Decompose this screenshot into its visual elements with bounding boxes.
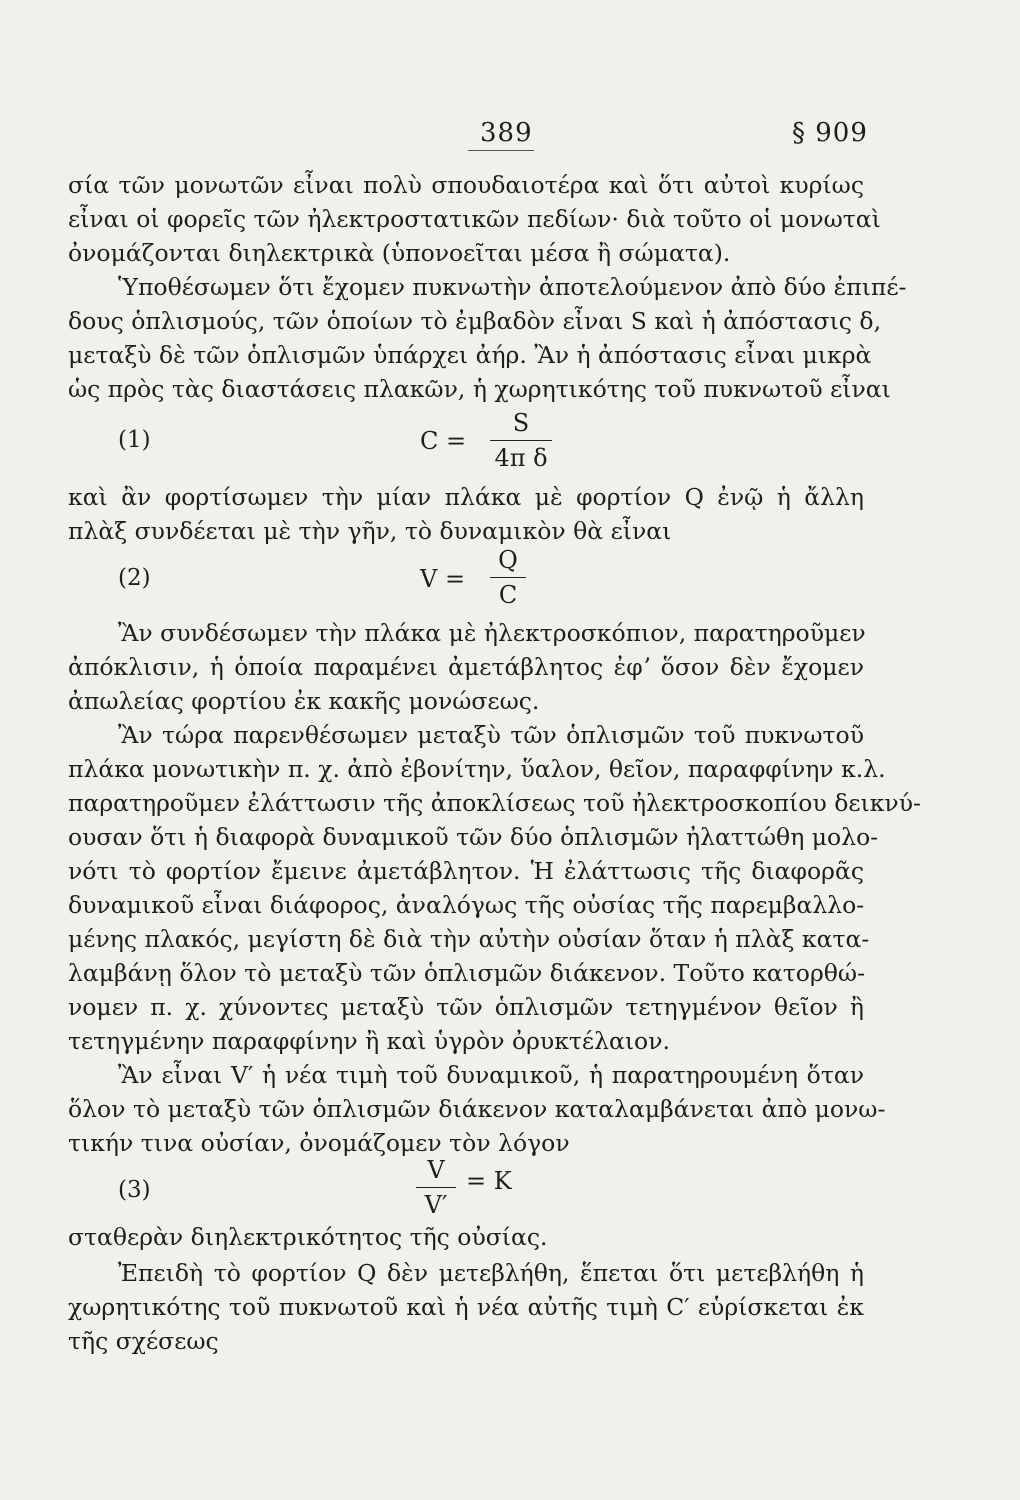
text-line: ουσαν ὅτι ἡ διαφορὰ δυναμικοῦ τῶν δύο ὁπλισμῶν ἠλαττώθη μολο-	[68, 823, 879, 851]
equation-number-3: (3)	[118, 1177, 151, 1203]
text-line: τετηγμένην παραφφίνην ἢ καὶ ὑγρὸν ὀρυκτέλαιον.	[68, 1027, 670, 1055]
text-line: σταθερὰν διηλεκτρικότητος τῆς οὐσίας.	[68, 1223, 548, 1251]
text-line: τῆς σχέσεως	[68, 1327, 219, 1355]
fraction-bar	[416, 1187, 456, 1188]
equation-1-fraction	[490, 408, 552, 473]
text-line: Ὑποθέσωμεν ὅτι ἔχομεν πυκνωτὴν ἀποτελούμενον ἀπὸ δύο ἐπιπέ-	[118, 273, 907, 301]
equation-2-numerator: Q	[498, 546, 518, 574]
text-line: νομεν π. χ. χύνοντες μεταξὺ τῶν ὁπλισμῶν τετηγμένον θεῖον ἢ	[68, 993, 864, 1021]
equation-1-denominator: 4π δ	[494, 444, 548, 472]
text-line: πλὰξ συνδέεται μὲ τὴν γῆν, τὸ δυναμικὸν θὰ εἶναι	[68, 517, 672, 545]
equation-number-2: (2)	[118, 565, 151, 591]
equation-3-numerator: V	[427, 1156, 445, 1184]
text-line: ὅλον τὸ μεταξὺ τῶν ὁπλισμῶν διάκενον καταλαμβάνεται ἀπὸ μονω-	[68, 1095, 886, 1123]
text-line: καὶ ἂν φορτίσωμεν τὴν μίαν πλάκα μὲ φορτίον Q ἐνῷ ἡ ἄλλη	[68, 483, 864, 511]
text-line: παρατηροῦμεν ἐλάττωσιν τῆς ἀποκλίσεως τοῦ ἠλεκτροσκοπίου δεικνύ-	[68, 789, 921, 817]
text-line: ἀπόκλισιν, ἡ ὁποία παραμένει ἀμετάβλητος ἐφʼ ὅσον δὲν ἔχομεν	[68, 653, 864, 681]
text-line: νότι τὸ φορτίον ἔμεινε ἀμετάβλητον. Ἡ ἐλάττωσις τῆς διαφορᾶς	[68, 857, 864, 885]
equation-number-1: (1)	[118, 427, 151, 453]
text-line: μένης πλακός, μεγίστη δὲ διὰ τὴν αὐτὴν οὐσίαν ὅταν ἡ πλὰξ κατα-	[68, 925, 870, 953]
text-line: χωρητικότης τοῦ πυκνωτοῦ καὶ ἡ νέα αὐτῆς τιμὴ C′ εὑρίσκεται ἐκ	[68, 1293, 864, 1321]
fraction-bar	[490, 440, 552, 441]
page-number: 389	[480, 118, 533, 148]
equation-2-fraction	[490, 545, 526, 610]
fraction-bar	[490, 577, 526, 578]
text-line: σία τῶν μονωτῶν εἶναι πολὺ σπουδαιοτέρα καὶ ὅτι αὐτοὶ κυρίως	[68, 171, 864, 199]
section-number: § 909	[792, 118, 868, 148]
equation-2-denominator: C	[498, 581, 518, 609]
page-number-rule	[468, 150, 534, 151]
text-line: ὡς πρὸς τὰς διαστάσεις πλακῶν, ἡ χωρητικότης τοῦ πυκνωτοῦ εἶναι	[68, 375, 891, 403]
equation-3-rhs: = K	[466, 1167, 512, 1195]
text-line: τικήν τινα οὐσίαν, ὀνομάζομεν τὸν λόγον	[68, 1129, 570, 1157]
text-line: Ἂν εἶναι V′ ἡ νέα τιμὴ τοῦ δυναμικοῦ, ἡ παρατηρουμένη ὅταν	[118, 1061, 864, 1089]
text-line: εἶναι οἱ φορεῖς τῶν ἠλεκτροστατικῶν πεδίων· διὰ τοῦτο οἱ μονωταὶ	[68, 205, 881, 233]
text-line: δους ὁπλισμούς, τῶν ὁποίων τὸ ἐμβαδὸν εἶναι S καὶ ἡ ἀπόστασις δ,	[68, 307, 882, 335]
equation-2-lhs: V =	[420, 565, 466, 593]
text-line: πλάκα μονωτικὴν π. χ. ἀπὸ ἐβονίτην, ὕαλον, θεῖον, παραφφίνην κ.λ.	[68, 755, 886, 783]
text-line: δυναμικοῦ εἶναι διάφορος, ἀναλόγως τῆς οὐσίας τῆς παρεμβαλλο-	[68, 891, 865, 919]
text-line: Ἂν τώρα παρενθέσωμεν μεταξὺ τῶν ὁπλισμῶν τοῦ πυκνωτοῦ	[118, 721, 864, 749]
equation-3-denominator: V′	[424, 1191, 448, 1219]
text-line: Ἐπειδὴ τὸ φορτίον Q δὲν μετεβλήθη, ἕπεται ὅτι μετεβλήθη ἡ	[118, 1259, 864, 1287]
text-line: ὀνομάζονται διηλεκτρικὰ (ὑπονοεῖται μέσα ἢ σώματα).	[68, 239, 731, 267]
text-line: λαμβάνῃ ὅλον τὸ μεταξὺ τῶν ὁπλισμῶν διάκενον. Τοῦτο κατορθώ-	[68, 959, 866, 987]
equation-1-lhs: C =	[420, 427, 467, 455]
equation-1-numerator: S	[512, 409, 530, 437]
text-line: Ἂν συνδέσωμεν τὴν πλάκα μὲ ἠλεκτροσκόπιον, παρατηροῦμεν	[118, 619, 866, 647]
text-line: μεταξὺ δὲ τῶν ὁπλισμῶν ὑπάρχει ἀήρ. Ἂν ἡ ἀπόστασις εἶναι μικρὰ	[68, 341, 872, 369]
text-line: ἀπωλείας φορτίου ἐκ κακῆς μονώσεως.	[68, 687, 540, 715]
equation-3-fraction	[416, 1155, 456, 1220]
